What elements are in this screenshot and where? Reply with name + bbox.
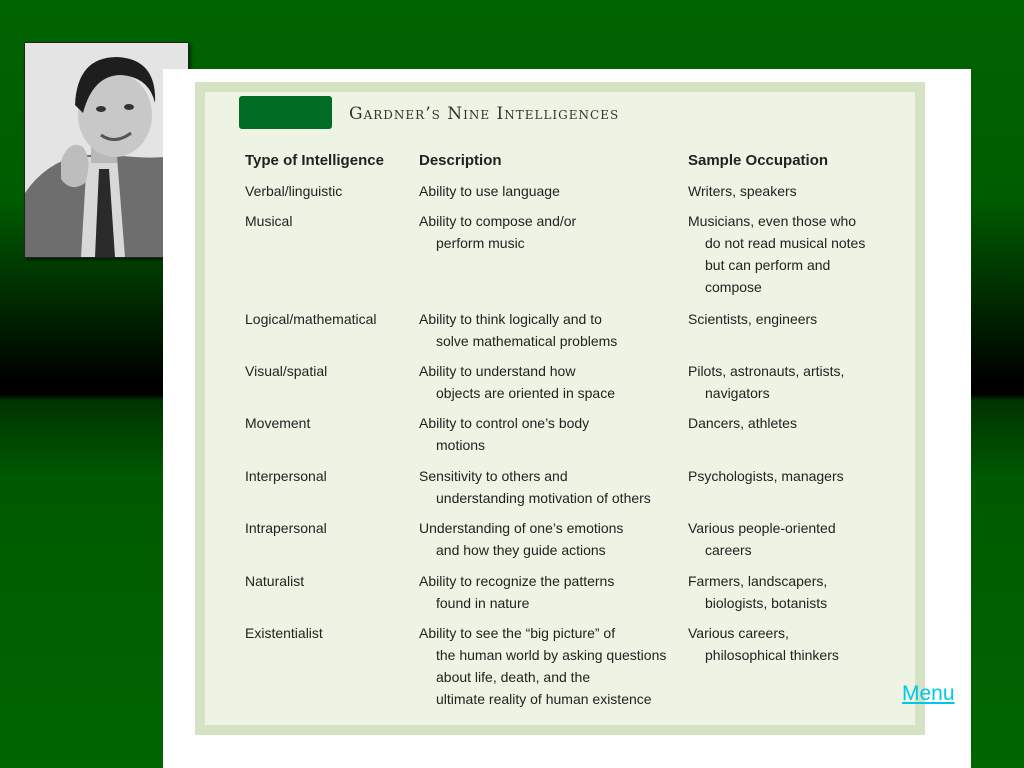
intelligences-table	[195, 82, 925, 735]
occupation-line: Various careers,	[688, 625, 789, 641]
occupation-line: Various people-oriented	[688, 520, 836, 536]
type-text: Verbal/linguistic	[245, 183, 343, 199]
description-line: ultimate reality of human existence	[436, 691, 652, 707]
description-line: understanding motivation of others	[436, 490, 651, 506]
cell-occupation	[688, 210, 908, 298]
description-line: found in nature	[436, 595, 530, 611]
cell-description	[419, 360, 684, 404]
type-text: Intrapersonal	[245, 520, 327, 536]
cell-occupation	[688, 308, 908, 330]
description-line: about life, death, and the	[436, 669, 591, 685]
occupation-line: navigators	[705, 385, 770, 401]
cell-occupation	[688, 465, 908, 487]
cell-type	[245, 180, 415, 202]
type-text: Movement	[245, 415, 311, 431]
cell-type	[245, 570, 415, 592]
column-header-occupation: Sample Occupation	[688, 152, 829, 169]
cell-type	[245, 412, 415, 434]
menu-link[interactable]: Menu	[902, 682, 955, 705]
occupation-line: do not read musical notes	[705, 235, 866, 251]
description-line: and how they guide actions	[436, 542, 606, 558]
type-text: Logical/mathematical	[245, 311, 377, 327]
cell-occupation	[688, 180, 908, 202]
occupation-line: biologists, botanists	[705, 595, 828, 611]
cell-description	[419, 465, 684, 509]
occupation-line: but can perform and	[705, 257, 831, 273]
type-text: Existentialist	[245, 625, 323, 641]
occupation-line: Dancers, athletes	[688, 415, 797, 431]
cell-description	[419, 412, 684, 456]
occupation-line: Psychologists, managers	[688, 468, 844, 484]
occupation-line: compose	[705, 279, 762, 295]
description-line: Ability to see the “big picture” of	[419, 625, 616, 641]
cell-type	[245, 465, 415, 487]
cell-occupation	[688, 360, 908, 404]
occupation-line: Pilots, astronauts, artists,	[688, 363, 845, 379]
column-header-type: Type of Intelligence	[245, 152, 384, 169]
table-panel	[205, 92, 915, 725]
description-line: Ability to use language	[419, 183, 560, 199]
description-line: the human world by asking questions	[436, 647, 667, 663]
cell-type	[245, 360, 415, 382]
cell-occupation	[688, 412, 908, 434]
description-line: Ability to control one’s body	[419, 415, 590, 431]
cell-type	[245, 210, 415, 232]
description-line: motions	[436, 437, 486, 453]
description-line: solve mathematical problems	[436, 333, 618, 349]
occupation-line: Musicians, even those who	[688, 213, 857, 229]
type-text: Naturalist	[245, 573, 305, 589]
cell-type	[245, 622, 415, 644]
cell-occupation	[688, 570, 908, 614]
cell-description	[419, 570, 684, 614]
cell-description	[419, 180, 684, 202]
occupation-line: Farmers, landscapers,	[688, 573, 828, 589]
cell-type	[245, 308, 415, 330]
description-line: Sensitivity to others and	[419, 468, 568, 484]
description-line: perform music	[436, 235, 525, 251]
cell-description	[419, 622, 684, 710]
table-label-tag	[239, 96, 332, 129]
type-text: Interpersonal	[245, 468, 327, 484]
cell-description	[419, 517, 684, 561]
cell-type	[245, 517, 415, 539]
description-line: Understanding of one’s emotions	[419, 520, 624, 536]
type-text: Visual/spatial	[245, 363, 328, 379]
cell-occupation	[688, 622, 908, 666]
occupation-line: philosophical thinkers	[705, 647, 839, 663]
cell-description	[419, 210, 684, 254]
column-header-description: Description	[419, 152, 502, 169]
occupation-line: careers	[705, 542, 752, 558]
cell-occupation	[688, 517, 908, 561]
occupation-line: Scientists, engineers	[688, 311, 818, 327]
description-line: Ability to think logically and to	[419, 311, 602, 327]
description-line: Ability to recognize the patterns	[419, 573, 615, 589]
type-text: Musical	[245, 213, 293, 229]
cell-description	[419, 308, 684, 352]
description-line: Ability to compose and/or	[419, 213, 577, 229]
description-line: Ability to understand how	[419, 363, 576, 379]
occupation-line: Writers, speakers	[688, 183, 797, 199]
table-title: Gardner’s Nine Intelligences	[349, 104, 620, 124]
description-line: objects are oriented in space	[436, 385, 615, 401]
